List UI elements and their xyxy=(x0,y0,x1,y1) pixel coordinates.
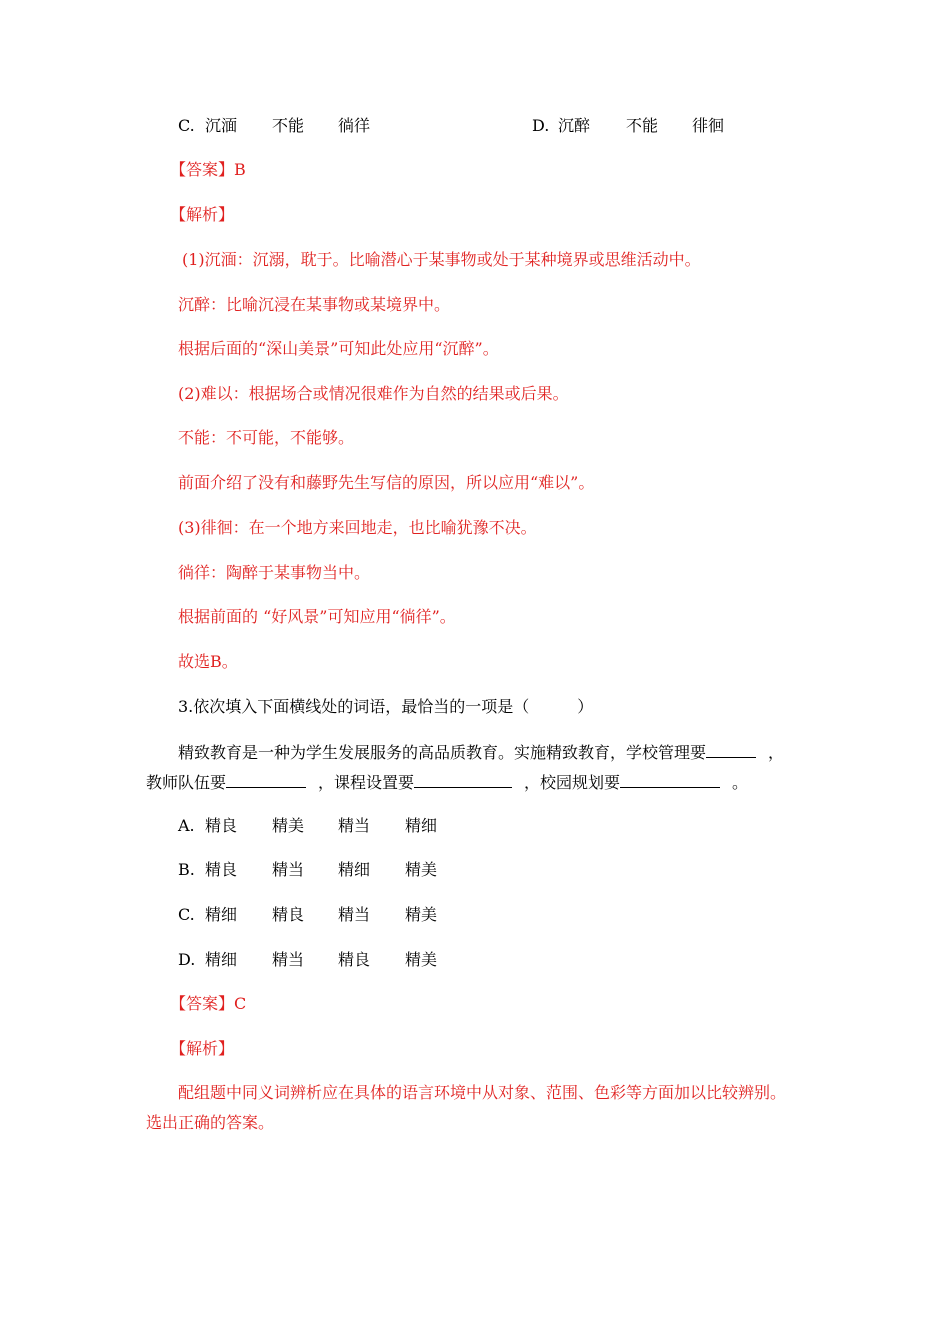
option-word: 精美 xyxy=(405,950,438,969)
option-letter: C. xyxy=(178,905,195,924)
q3-answer: 【答案】C xyxy=(170,994,247,1013)
q3-passage-line-2 xyxy=(146,772,748,793)
option-d-word-3: 徘徊 xyxy=(692,116,725,135)
q2-analysis-line: (3)徘徊：在一个地方来回地走，也比喻犹豫不决。 xyxy=(178,518,537,537)
q3-analysis-line: 选出正确的答案。 xyxy=(146,1113,275,1132)
q3-passage-text: ，课程设置要 xyxy=(318,773,415,792)
option-word: 精当 xyxy=(338,905,371,924)
option-word: 精当 xyxy=(272,860,305,879)
q2-analysis-line: (1)沉湎：沉溺，耽于。比喻潜心于某事物或处于某种境界或思维活动中。 xyxy=(182,250,701,269)
option-word: 精美 xyxy=(405,905,438,924)
q3-passage-text: ， xyxy=(768,743,785,762)
option-word: 精良 xyxy=(338,950,371,969)
q2-analysis-line: 徜徉：陶醉于某事物当中。 xyxy=(178,563,371,582)
q3-question: 3.依次填入下面横线处的词语，最恰当的一项是（ ） xyxy=(178,697,594,716)
option-d-word-1: 沉醉 xyxy=(558,116,591,135)
q2-analysis-label: 【解析】 xyxy=(170,205,235,224)
option-c-letter: C. xyxy=(178,116,195,135)
q2-analysis-line: 前面介绍了没有和藤野先生写信的原因，所以应用“难以”。 xyxy=(178,473,595,492)
option-word: 精细 xyxy=(338,860,371,879)
fill-blank-3 xyxy=(414,772,512,788)
option-word: 精良 xyxy=(272,905,305,924)
q3-passage-text: 。 xyxy=(732,773,749,792)
q3-analysis-label: 【解析】 xyxy=(170,1039,235,1058)
fill-blank-4 xyxy=(620,772,720,788)
q3-analysis-line: 配组题中同义词辨析应在具体的语言环境中从对象、范围、色彩等方面加以比较辨别。 xyxy=(178,1083,787,1102)
option-d-word-2: 不能 xyxy=(626,116,659,135)
option-word: 精良 xyxy=(205,816,238,835)
option-word: 精当 xyxy=(272,950,305,969)
option-letter: B. xyxy=(178,860,195,879)
q3-passage-text: 精致教育是一种为学生发展服务的高品质教育。实施精致教育，学校管理要 xyxy=(178,743,707,762)
option-letter: D. xyxy=(178,950,196,969)
option-word: 精当 xyxy=(338,816,371,835)
option-word: 精良 xyxy=(205,860,238,879)
fill-blank-2 xyxy=(226,772,306,788)
option-word: 精细 xyxy=(205,950,238,969)
option-word: 精美 xyxy=(405,860,438,879)
option-c-word-2: 不能 xyxy=(272,116,305,135)
q2-analysis-line: 故选B。 xyxy=(178,652,238,671)
option-d-letter: D. xyxy=(532,116,550,135)
fill-blank-1 xyxy=(706,742,756,758)
q2-analysis-line: (2)难以：根据场合或情况很难作为自然的结果或后果。 xyxy=(178,384,569,403)
q2-answer: 【答案】B xyxy=(170,160,246,179)
option-letter: A. xyxy=(178,816,195,835)
q3-passage-text: ，校园规划要 xyxy=(524,773,621,792)
q2-analysis-line: 不能：不可能，不能够。 xyxy=(178,428,355,447)
q3-passage-text: 教师队伍要 xyxy=(146,773,227,792)
option-word: 精细 xyxy=(205,905,238,924)
q2-analysis-line: 根据后面的“深山美景”可知此处应用“沉醉”。 xyxy=(178,339,499,358)
q2-analysis-line: 根据前面的 “好风景”可知应用“徜徉”。 xyxy=(178,607,456,626)
q2-analysis-line: 沉醉：比喻沉浸在某事物或某境界中。 xyxy=(178,295,451,314)
option-c-word-3: 徜徉 xyxy=(338,116,371,135)
option-word: 精细 xyxy=(405,816,438,835)
q3-passage-line-1 xyxy=(178,742,784,763)
option-word: 精美 xyxy=(272,816,305,835)
option-c-word-1: 沉湎 xyxy=(205,116,238,135)
